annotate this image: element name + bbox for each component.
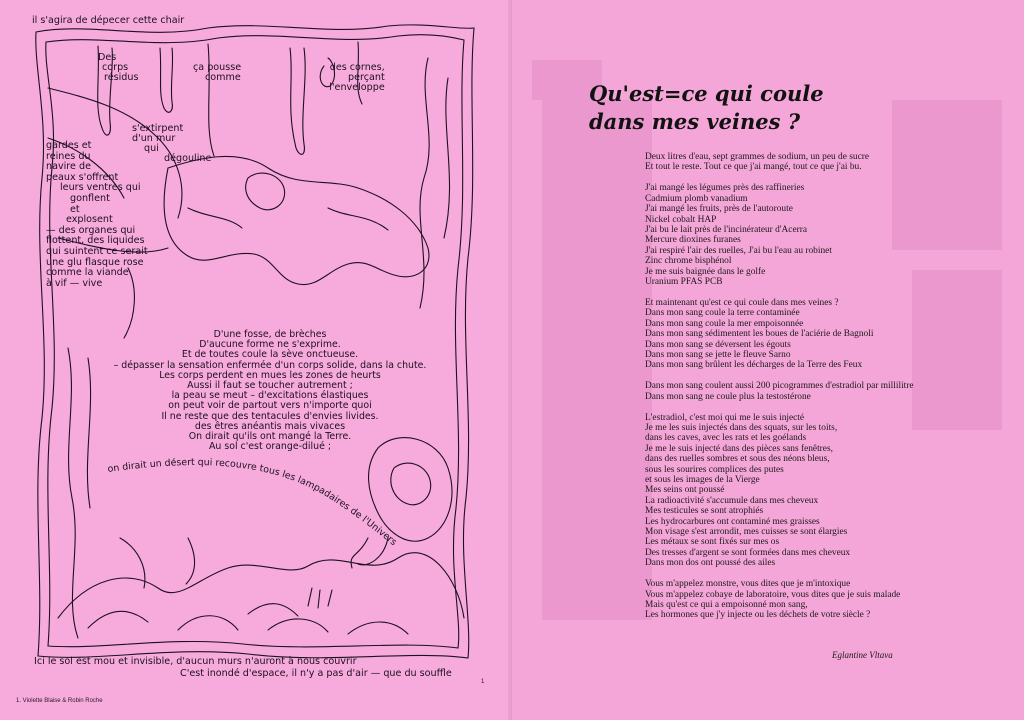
center-line: Les corps perdent en mues les zones de heurts: [159, 369, 381, 381]
poem-line: Les métaux se sont fixés sur mes os: [645, 537, 780, 548]
art-line: l'enveloppe: [329, 82, 385, 93]
poem-line: Et maintenant qu'est ce qui coule dans mes veines ?: [645, 297, 839, 308]
poem-stanza: [645, 183, 965, 287]
poem-line: J'ai bu le lait près de l'incinérateur d'Acerra: [645, 224, 808, 235]
poem-line: Je me les suis injectés dans des squats, sur les toits,: [645, 422, 838, 433]
art-line: peaux s'offrent: [46, 171, 119, 183]
art-line: dégouline: [164, 153, 212, 164]
center-line: on peut voir de partout vers n'importe quoi: [168, 400, 372, 412]
art-line: reines du: [46, 150, 91, 162]
poem-stanza: [645, 298, 965, 371]
poem-line: dans les caves, avec les rats et les goélands: [645, 433, 807, 444]
art-line: explosent: [66, 214, 113, 226]
author-signature: Eglantine Vltava: [832, 650, 893, 660]
poem-line: Dans mon sang coule la terre contaminée: [645, 308, 800, 319]
art-line: gardes et: [46, 140, 92, 151]
poem-line: La radioactivité s'accumule dans mes cheveux: [645, 495, 819, 506]
poem-line: Les hydrocarbures ont contaminé mes graisses: [645, 516, 820, 527]
center-line: Aussi il faut se toucher autrement ;: [187, 380, 353, 392]
center-line: D'aucune forme ne s'exprime.: [199, 339, 341, 351]
poem-line: Mes testicules se sont atrophiés: [645, 506, 764, 517]
art-text-gardes-block: [46, 141, 148, 289]
poem-line: Je me le suis injecté dans des pièces sans fenêtres,: [645, 443, 833, 454]
poem-line: Dans mon sang se jette le fleuve Sarno: [645, 349, 791, 360]
art-line: des cornes,: [329, 62, 385, 73]
poem-line: sous les sourires complices des putes: [645, 464, 784, 475]
poem-body: [645, 152, 965, 631]
curved-text: [107, 457, 399, 548]
poem-line: Et tout le reste. Tout ce que j'ai mangé, tout ce que j'ai bu.: [645, 162, 862, 173]
art-line: navire de: [46, 161, 91, 173]
poem-line: Zinc chrome bisphénol: [645, 256, 732, 267]
poem-line: Dans mon sang coule la mer empoisonnée: [645, 318, 804, 329]
poem-line: Dans mon dos ont poussé des ailes: [645, 558, 776, 569]
center-line: des êtres anéantis mais vivaces: [194, 420, 346, 432]
art-line: qui suintent ce serait: [46, 245, 148, 257]
poem-line: L'estradiol, c'est moi qui me le suis injecté: [645, 412, 805, 423]
art-line: une glu flasque rose: [46, 256, 144, 268]
bottom-line-2: C'est inondé d'espace, il n'y a pas d'air — que du souffle: [180, 668, 452, 679]
center-line: D'une fosse, de brèches: [213, 329, 327, 340]
poem-line: Mes seins ont poussé: [645, 485, 725, 496]
poem-line: Des tresses d'argent se sont formées dans mes cheveux: [645, 547, 851, 558]
center-line: On dirait qu'ils ont mangé la Terre.: [188, 431, 352, 443]
footer-credit: 1. Violette Blaise & Robin Roche: [16, 698, 103, 704]
poem-line: Dans mon sang brûlent les décharges de la Terre des Feux: [645, 360, 863, 371]
poem-line: Nickel cobalt HAP: [645, 214, 717, 225]
page-number: 1: [481, 679, 485, 685]
poem-line: Mais qu'est ce qui a empoisonné mon sang,: [645, 599, 808, 610]
poem-stanza: [645, 579, 965, 621]
center-line: Et de toutes coule la sève onctueuse.: [181, 349, 359, 361]
art-line: comme la viande: [46, 267, 129, 279]
art-text-des-corps: [98, 53, 138, 83]
art-line: flottent, des liquides: [46, 235, 145, 247]
poem-line: Vous m'appelez cobaye de laboratoire, vous dites que je suis malade: [645, 589, 901, 600]
bottom-line-1: Ici le sol est mou et invisible, d'aucun murs n'auront à nous couvrir: [34, 656, 357, 667]
poem-stanza: [645, 413, 965, 569]
title-line: Qu'est=ce qui coule: [589, 81, 824, 106]
art-text-ca-pousse: [193, 63, 241, 83]
poem-title: [589, 80, 869, 136]
poem-line: Dans mon sang coulent aussi 200 picogrammes d'estradiol par millilitre: [645, 381, 914, 392]
center-line: la peau se meut – d'excitations élastiques: [171, 390, 369, 402]
poem-line: Mon visage s'est arrondit, mes cuisses se sont élargies: [645, 527, 848, 537]
art-line: qui: [144, 143, 159, 154]
art-line: leurs ventres qui: [60, 182, 141, 194]
art-line: perçant: [348, 72, 385, 83]
poem-line: J'ai mangé les fruits, près de l'autoroute: [645, 204, 793, 215]
art-line: et: [70, 203, 80, 215]
bleed-through-shape: [542, 100, 652, 620]
center-line: Il ne reste que des tentacules d'envies livides.: [161, 410, 379, 422]
art-line: corps: [102, 62, 129, 73]
art-line: d'un mur: [132, 133, 176, 144]
curved-text-path: on dirait un désert qui recouvre tous les lampadaires de l'Univers: [106, 457, 399, 549]
art-text-des-cornes: [320, 63, 385, 93]
art-line: résidus: [104, 72, 139, 83]
center-line: – dépasser la sensation enfermée d'un corps solide, dans la chute.: [113, 359, 427, 371]
poem-line: J'ai respiré l'air des ruelles, J'ai bu l'eau au robinet: [645, 245, 832, 256]
art-line: comme: [205, 72, 241, 83]
art-line: — des organes qui: [46, 224, 136, 236]
poem-line: Je me suis baignée dans le golfe: [645, 266, 766, 277]
art-line: gonflent: [70, 192, 110, 204]
poem-line: Les hormones que j'y injecte ou les déchets de votre siècle ?: [645, 610, 871, 621]
poem-line: Uranium PFAS PCB: [645, 276, 723, 287]
poem-line: Mercure dioxines furanes: [645, 235, 741, 246]
title-line: dans mes veines ?: [589, 109, 801, 134]
art-line: Des: [98, 52, 117, 63]
center-line: Au sol c'est orange-dilué ;: [209, 441, 331, 453]
art-line: ça pousse: [193, 62, 242, 73]
art-line: s'extirpent: [132, 123, 184, 134]
poem-stanza: [645, 381, 965, 402]
poem-line: dans des ruelles sombres et sous des néons bleus,: [645, 454, 830, 465]
poem-line: et sous les images de la Vierge: [645, 474, 760, 485]
poem-line: Cadmium plomb vanadium: [645, 193, 748, 204]
poem-line: Vous m'appelez monstre, vous dites que je m'intoxique: [645, 579, 851, 590]
art-line: à vif — vive: [46, 277, 103, 289]
poem-line: Dans mon sang se déversent les égouts: [645, 339, 791, 350]
top-caption: il s'agira de dépecer cette chair: [32, 15, 185, 26]
poem-stanza: [645, 152, 965, 173]
poem-line: Dans mon sang sédimentent les boues de l'aciérie de Bagnoli: [645, 329, 874, 340]
poem-line: J'ai mangé les légumes près des raffineries: [645, 183, 805, 194]
poem-line: Dans mon sang ne coule plus la testostérone: [645, 391, 811, 402]
curved-text-graphic: [102, 420, 462, 620]
poem-line: Deux litres d'eau, sept grammes de sodium, un peu de sucre: [645, 152, 870, 162]
